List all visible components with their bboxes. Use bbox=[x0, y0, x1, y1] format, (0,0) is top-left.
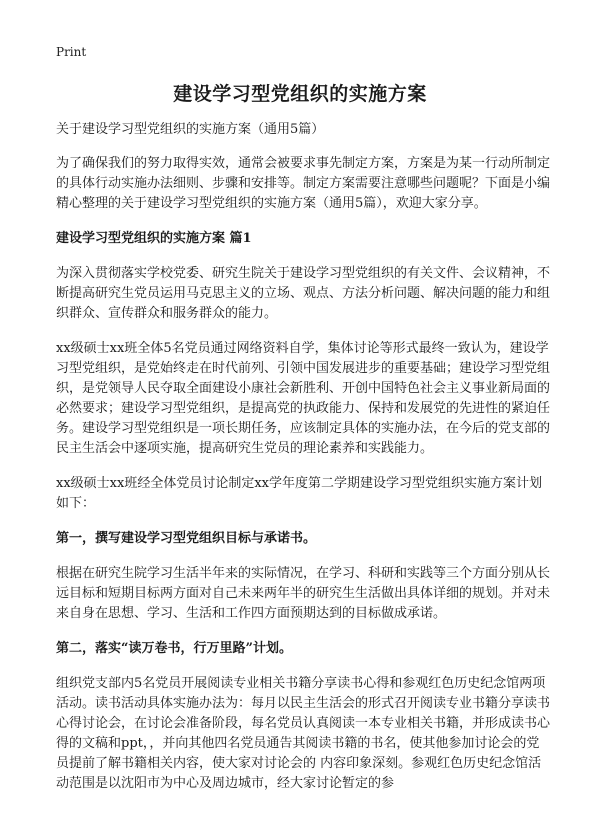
section-heading: 建设学习型党组织的实施方案 篇1 bbox=[56, 231, 252, 246]
article-subtitle: 关于建设学习型党组织的实施方案（通用5篇） bbox=[56, 122, 325, 137]
body-paragraph: xx级硕士xx班全体5名党员通过网络资料自学，集体讨论等形式最终一致认为，建设学习型党组织，是党始终走在时代前列、引领中国发展进步的重要基础；建设学习型党组织，是党领导人民夺取全面建设小康社会新胜利、开创中国特色社会主义事业新局面的必然要求；建设学习型党组织，是提高党的执政能力、保持和发展党的先进性的紧迫任务。建设学习型党组织是一项长期任务，应该制定具体的实施办法，在今后的党支部的民主生活会中逐项实施，提高研究生党员的理论素养和实践能力。 bbox=[56, 341, 551, 456]
article-body bbox=[56, 120, 550, 794]
body-paragraph: xx级硕士xx班经全体党员讨论制定xx学年度第二学期建设学习型党组织实施方案计划如下： bbox=[56, 476, 542, 511]
item-heading-1: 第一，撰写建设学习型党组织目标与承诺书。 bbox=[56, 531, 317, 546]
item-text-1: 根据在研究生院学习生活半年来的实际情况，在学习、科研和实践等三个方面分别从长远目标和短期目标两方面对自己未来两年半的研究生生活做出具体详细的规划。并对未来自身在思想、学习、生活和工作四方面预期达到的目标做成承诺。 bbox=[56, 566, 551, 621]
item-heading-2: 第二，落实“读万卷书，行万里路”计划。 bbox=[56, 641, 292, 656]
intro-paragraph: 为了确保我们的努力取得实效，通常会被要求事先制定方案，方案是为某一行动所制定的具体行动实施办法细则、步骤和安排等。制定方案需要注意哪些问题呢？下面是小编精心整理的关于建设学习型党组织的实施方案（通用5篇），欢迎大家分享。 bbox=[56, 156, 551, 211]
body-paragraph: 为深入贯彻落实学校党委、研究生院关于建设学习型党组织的有关文件、会议精神，不断提高研究生党员运用马克思主义的立场、观点、方法分析问题、解决问题的能力和组织群众、宣传群众和服务群众的能力。 bbox=[56, 266, 551, 321]
page-title: 建设学习型党组织的实施方案 bbox=[173, 83, 427, 105]
print-link[interactable]: Print bbox=[56, 45, 87, 59]
item-text-2: 组织党支部内5名党员开展阅读专业相关书籍分享读书心得和参观红色历史纪念馆两项活动。读书活动具体实施办法为：每月以民主生活会的形式召开阅读专业书籍分享读书心得讨论会，在讨论会准备阶段，每名党员认真阅读一本专业相关书籍，并形成读书心得的文稿和ppt，，并向其他四名党员通告其阅读书籍的书名，使其他参加讨论会的党员提前了解书籍相关内容，使大家对讨论会的 内容印象深刻。参观红色历史纪念馆活动范围是以沈阳市为中心及周边城市，经大家讨论暂定的参 bbox=[56, 676, 551, 791]
